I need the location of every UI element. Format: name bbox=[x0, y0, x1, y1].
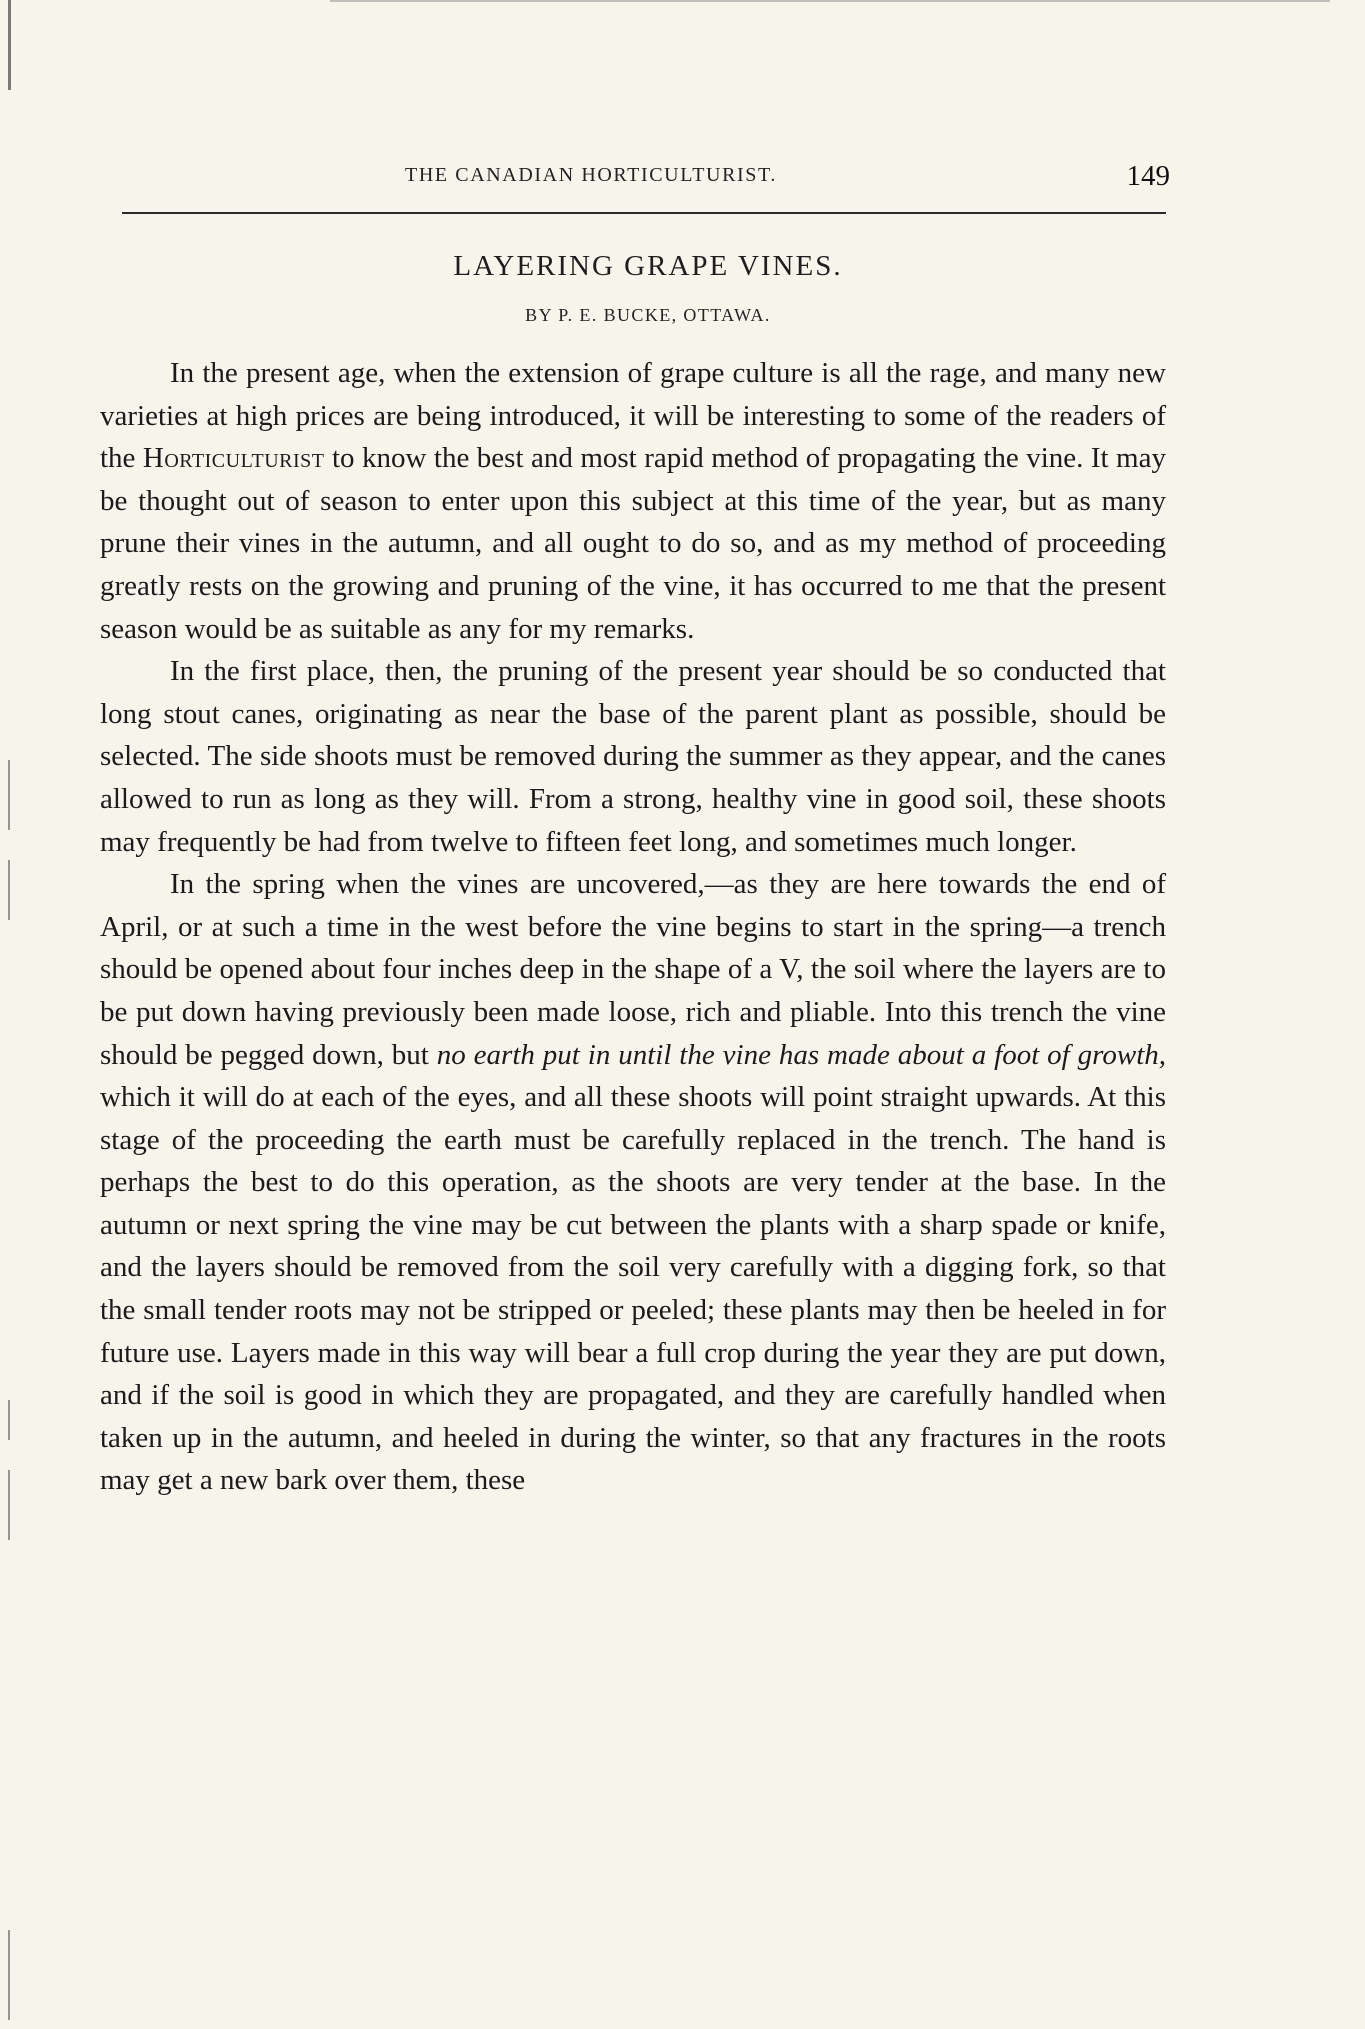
article-body bbox=[100, 352, 1166, 1502]
paragraph-1-journal-name: Horticulturist bbox=[142, 442, 325, 475]
paragraph-1 bbox=[100, 352, 1166, 650]
paragraph-3-text-b: which it will do at each of the eyes, and all these shoots will point straight upwards. At this stage of the proceeding the earth must be carefully replaced in the trench. The hand is perhaps the best to do this operation, as the shoots are very tender at the base. In the autumn or next spring the vine may be cut between the plants with a sharp spade or knife, and the layers should be removed from the soil very carefully with a digging fork, so that the small tender roots may not be stripped or peeled; these plants may then be heeled in for future use. Layers made in this way will bear a full crop during the year they are put down, and if the soil is good in which they are propagated, and they are carefully handled when taken up in the autumn, and heeled in during the winter, so that any fractures in the roots may get a new bark over them, these bbox=[100, 1081, 1166, 1497]
page-top-edge bbox=[330, 0, 1330, 2]
article bbox=[100, 250, 1166, 1502]
margin-mark bbox=[8, 1400, 10, 1440]
paragraph-3 bbox=[100, 863, 1166, 1502]
running-header bbox=[120, 160, 1170, 200]
paragraph-2: In the first place, then, the pruning of the present year should be so conducted that long stout canes, originating as near the base of the parent plant as possible, should be selected. The side shoots must be removed during the summer as they appear, and the canes allowed to run as long as they will. From a strong, healthy vine in good soil, these shoots may frequently be had from twelve to fifteen feet long, and sometimes much longer. bbox=[100, 655, 1166, 858]
page-edge-mark bbox=[8, 0, 11, 90]
article-byline: BY P. E. BUCKE, OTTAWA. bbox=[525, 305, 771, 325]
paragraph-1-text-b: to know the best and most rapid method of propagating the vine. It may be thought out of season to enter upon this subject at this time of the year, but as many prune their vines in the autumn, and all ought to do so, and as my method of proceeding greatly rests on the growing and pruning of the vine, it has occurred to me that the present season would be as suitable as any for my remarks. bbox=[100, 442, 1166, 645]
page-number: 149 bbox=[1126, 160, 1170, 192]
article-title: LAYERING GRAPE VINES. bbox=[453, 250, 843, 282]
margin-mark bbox=[8, 760, 10, 830]
margin-mark bbox=[8, 1930, 10, 2020]
paragraph-1-text-a: In the present age, when the extension of grape culture is all the rage, and many new varieties at high prices are being introduced, it will be interesting to some of the readers of the bbox=[100, 357, 1166, 475]
margin-mark bbox=[8, 1470, 10, 1540]
paragraph-3-emphasis: no earth put in until the vine has made about a foot of growth, bbox=[436, 1038, 1166, 1071]
running-title: THE CANADIAN HORTICULTURIST. bbox=[405, 164, 777, 186]
header-rule bbox=[122, 212, 1166, 214]
paragraph-3-text-a: In the spring when the vines are uncovered,—as they are here towards the end of April, or at such a time in the west before the vine begins to start in the spring—a trench should be opened about four inches deep in the shape of a V, the soil where the layers are to be put down having previously been made loose, rich and pliable. Into this trench the vine should be pegged down, but bbox=[100, 868, 1166, 1071]
margin-mark bbox=[8, 860, 10, 920]
